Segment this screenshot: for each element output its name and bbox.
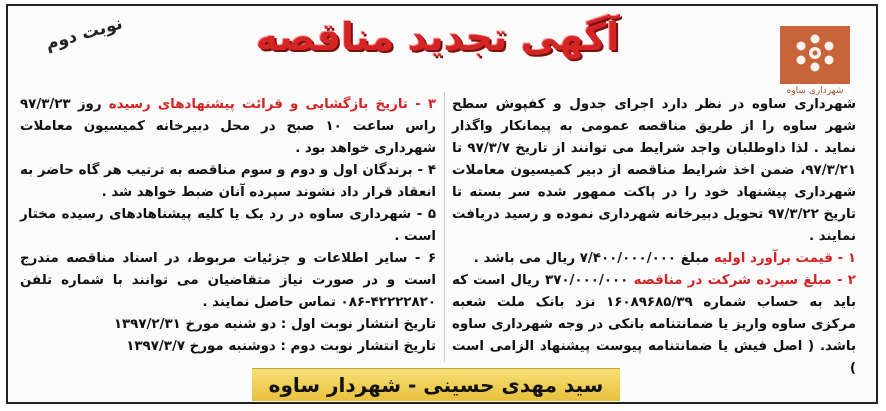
item-1-text: مبلغ ۷/۴۰۰/۰۰۰/۰۰۰ ریال می باشد . (473, 251, 710, 266)
publish-date-2: تاریخ انتشار نوبت دوم : دوشنبه مورخ ۱۳۹۷/۳/۷ (126, 339, 436, 354)
notice-title: آگهی تجدید مناقصه (255, 15, 620, 59)
item-3-label: ۳ - تاریخ بازگشایی و قرائت پیشنهادهای رسیده (108, 97, 436, 112)
item-1 (452, 248, 856, 270)
item-4: ۴ - برندگان اول و دوم و سوم مناقصه به ترتیب هر گاه حاضر به انعقاد قرار داد نشوند سپرده آنان ضبط خواهد شد . (20, 163, 436, 200)
item-3 (20, 94, 436, 160)
item-2 (452, 270, 856, 380)
logo-emblem-icon (780, 26, 850, 84)
round-stamp: نوبت دوم (43, 13, 125, 55)
left-column (20, 94, 436, 358)
column-divider (444, 92, 445, 362)
municipality-logo (780, 26, 850, 96)
mayor-signature: سید مهدی حسینی - شهردار ساوه (252, 368, 620, 401)
item-6: ۶ - سایر اطلاعات و جزئیات مربوط، در اسناد مناقصه مندرج است و در صورت نیاز متقاضیان می توانند با شماره تلفن ۴۲۲۲۲۸۲۰-۰۸۶ تماس حاصل نمایند . (20, 251, 436, 310)
item-2-text: ۳۷۰/۰۰۰/۰۰۰ ریال است که باید به حساب شماره ۱۶۰۸۹۶۸۵/۳۹ نزد بانک ملت شعبه مرکزی ساوه واریز یا ضمانتنامه بانکی در وجه شهرداری ساوه باشد. ( اصل فیش یا ضمانتنامه پیوست پیشنهاد الزامی است ) (452, 273, 856, 376)
right-column (452, 94, 856, 380)
logo-caption: شهرداری ساوه (786, 86, 844, 96)
item-5: ۵ - شهرداری ساوه در رد یک یا کلیه پیشناهادهای رسیده مختار است . (20, 207, 436, 244)
item-3-text: روز ۹۷/۳/۲۳ راس ساعت ۱۰ صبح در محل دبیرخانه کمیسیون معاملات شهرداری خواهد بود . (20, 97, 436, 156)
intro-paragraph: شهرداری ساوه در نظر دارد اجرای جدول و کفپوش سطح شهر ساوه را از طریق مناقصه عمومی به پیمانکار واگذار نماید . لذا داوطلبان واجد شرایط می توانند از تاریخ ۹۷/۳/۷ تا ۹۷/۳/۲۱، ضمن اخذ شرایط مناقصه از دبیر کمیسیون معاملات شهرداری پیشنهاد خود را در پاکت ممهور شده سر بسته تا تاریخ ۹۷/۳/۲۲ تحویل دبیرخانه شهرداری نموده و رسید دریافت نمایند . (452, 97, 857, 244)
publish-date-1: تاریخ انتشار نوبت اول : دو شنبه مورخ ۱۳۹۷/۲/۳۱ (113, 317, 436, 332)
item-2-label: ۲ - مبلغ سپرده شرکت در مناقصه (633, 273, 856, 288)
item-1-label: ۱ - قیمت برآورد اولیه (713, 251, 856, 266)
